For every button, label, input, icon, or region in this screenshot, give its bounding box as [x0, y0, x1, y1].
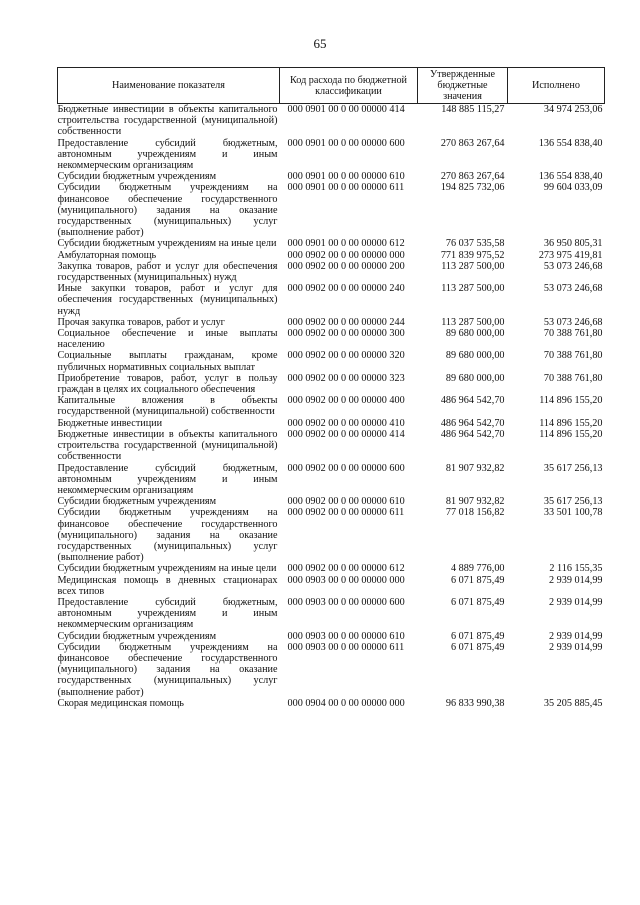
table-row [58, 317, 605, 328]
indicator-name-cell: Субсидии бюджетным учреждениям [57, 171, 217, 183]
table-row [58, 395, 605, 417]
expense-code-cell: 000 0901 00 0 00 00000 610 [287, 171, 405, 183]
header-expense-code: Код расхода по бюджетной классификации [280, 68, 418, 104]
table-row [58, 575, 605, 597]
table-row [58, 138, 605, 172]
approved-value-cell: 486 964 542,70 [440, 395, 505, 407]
approved-value-cell: 6 071 875,49 [451, 641, 505, 653]
indicator-name-cell: Субсидии бюджетным учреждениям на финансовое обеспечение государственного (муниципального) задания на оказание государственных (муниципальных) услуг (выполнение работ) [57, 182, 278, 239]
table-row [58, 496, 605, 507]
expense-code-cell: 000 0902 00 0 00 00000 320 [287, 350, 405, 362]
executed-value-cell: 99 604 033,09 [543, 182, 603, 194]
approved-value-cell: 486 964 542,70 [440, 417, 505, 429]
header-row [58, 68, 605, 104]
table-row [58, 463, 605, 497]
indicator-name-cell: Амбулаторная помощь [57, 249, 157, 261]
approved-value-cell: 194 825 732,06 [440, 182, 505, 194]
approved-value-cell: 89 680 000,00 [445, 328, 505, 340]
executed-value-cell: 114 896 155,20 [539, 428, 603, 440]
expense-code-cell: 000 0901 00 0 00 00000 612 [287, 238, 405, 250]
indicator-name-cell: Субсидии бюджетным учреждениям [57, 496, 217, 508]
indicator-name-cell: Предоставление субсидий бюджетным, автономным учреждениям и иным некоммерческим организациям [57, 137, 278, 172]
executed-value-cell: 273 975 419,81 [538, 249, 603, 261]
executed-value-cell: 70 388 761,80 [543, 328, 603, 340]
indicator-name-cell: Бюджетные инвестиции [57, 417, 163, 429]
expense-code-cell: 000 0903 00 0 00 00000 610 [287, 630, 405, 642]
executed-value-cell: 35 617 256,13 [543, 462, 603, 474]
table-row [58, 283, 605, 317]
executed-value-cell: 136 554 838,40 [538, 137, 603, 149]
expense-code-cell: 000 0902 00 0 00 00000 323 [287, 372, 405, 384]
approved-value-cell: 6 071 875,49 [451, 630, 505, 642]
indicator-name-cell: Субсидии бюджетным учреждениям на иные цели [57, 563, 277, 575]
executed-value-cell: 70 388 761,80 [543, 372, 603, 384]
executed-value-cell: 2 116 155,35 [549, 563, 603, 575]
approved-value-cell: 81 907 932,82 [445, 496, 505, 508]
executed-value-cell: 34 974 253,06 [543, 104, 603, 115]
expense-code-cell: 000 0901 00 0 00 00000 414 [287, 104, 405, 115]
table-row [58, 350, 605, 372]
indicator-name-cell: Прочая закупка товаров, работ и услуг [57, 316, 225, 328]
executed-value-cell: 2 939 014,99 [549, 641, 603, 653]
header-approved-values: Утвержденные бюджетные значения [418, 68, 508, 104]
expense-code-cell: 000 0902 00 0 00 00000 600 [287, 462, 405, 474]
expense-code-cell: 000 0902 00 0 00 00000 200 [287, 260, 405, 272]
table-row [58, 631, 605, 642]
indicator-name-cell: Приобретение товаров, работ, услуг в пользу граждан в целях их социального обеспечения [57, 372, 278, 396]
executed-value-cell: 53 073 246,68 [543, 260, 603, 272]
indicator-name-cell: Социальное обеспечение и иные выплаты населению [57, 328, 278, 351]
approved-value-cell: 113 287 500,00 [441, 316, 505, 328]
indicator-name-cell: Предоставление субсидий бюджетным, автономным учреждениям и иным некоммерческим организациям [57, 596, 278, 631]
executed-value-cell: 35 617 256,13 [543, 496, 603, 508]
approved-value-cell: 89 680 000,00 [445, 350, 505, 362]
expense-code-cell: 000 0903 00 0 00 00000 000 [287, 574, 405, 586]
approved-value-cell: 89 680 000,00 [445, 372, 505, 384]
approved-value-cell: 6 071 875,49 [451, 574, 505, 586]
expense-code-cell: 000 0901 00 0 00 00000 611 [287, 182, 405, 194]
approved-value-cell: 96 833 990,38 [445, 697, 505, 709]
expense-code-cell: 000 0901 00 0 00 00000 600 [287, 137, 405, 149]
expense-code-cell: 000 0903 00 0 00 00000 600 [287, 596, 405, 608]
table-row [58, 698, 605, 709]
approved-value-cell: 148 885 115,27 [441, 104, 505, 115]
table-row [58, 373, 605, 395]
executed-value-cell: 136 554 838,40 [538, 171, 603, 183]
approved-value-cell: 270 863 267,64 [440, 171, 505, 183]
executed-value-cell: 2 939 014,99 [549, 596, 603, 608]
table-row [58, 328, 605, 350]
table-row [58, 507, 605, 563]
table-row [58, 563, 605, 574]
approved-value-cell: 270 863 267,64 [440, 137, 505, 149]
approved-value-cell: 486 964 542,70 [440, 428, 505, 440]
expense-code-cell: 000 0902 00 0 00 00000 240 [287, 283, 405, 295]
indicator-name-cell: Бюджетные инвестиции в объекты капитального строительства государственной (муниципальной) собственности [57, 428, 278, 463]
expense-code-cell: 000 0902 00 0 00 00000 300 [287, 328, 405, 340]
indicator-name-cell: Субсидии бюджетным учреждениям [57, 630, 217, 642]
executed-value-cell: 2 939 014,99 [549, 630, 603, 642]
approved-value-cell: 6 071 875,49 [451, 596, 505, 608]
executed-value-cell: 36 950 805,31 [543, 238, 603, 250]
indicator-name-cell: Медицинская помощь в дневных стационарах всех типов [57, 574, 278, 597]
header-executed: Исполнено [508, 68, 605, 104]
executed-value-cell: 53 073 246,68 [543, 316, 603, 328]
expense-code-cell: 000 0902 00 0 00 00000 244 [287, 316, 405, 328]
approved-value-cell: 113 287 500,00 [441, 283, 505, 295]
approved-value-cell: 4 889 776,00 [451, 563, 505, 575]
indicator-name-cell: Субсидии бюджетным учреждениям на иные цели [57, 238, 277, 250]
expense-code-cell: 000 0903 00 0 00 00000 611 [287, 641, 405, 653]
table-row [58, 597, 605, 631]
executed-value-cell: 114 896 155,20 [539, 395, 603, 407]
table-row [58, 238, 605, 249]
indicator-name-cell: Предоставление субсидий бюджетным, автономным учреждениям и иным некоммерческим организациям [57, 462, 278, 496]
table-row [58, 171, 605, 182]
table-row [58, 250, 605, 261]
page-number: 65 [313, 36, 327, 51]
indicator-name-cell: Скорая медицинская помощь [57, 697, 184, 709]
expense-code-cell: 000 0902 00 0 00 00000 610 [287, 496, 405, 508]
approved-value-cell: 76 037 535,58 [445, 238, 505, 250]
executed-value-cell: 70 388 761,80 [543, 350, 603, 362]
indicator-name-cell: Капитальные вложения в объекты государственной (муниципальной) собственности [57, 395, 278, 418]
indicator-name-cell: Социальные выплаты гражданам, кроме публичных нормативных социальных выплат [57, 350, 278, 373]
budget-execution-table [57, 67, 605, 709]
table-row [58, 104, 605, 138]
expense-code-cell: 000 0902 00 0 00 00000 400 [287, 395, 405, 407]
indicator-name-cell: Бюджетные инвестиции в объекты капитального строительства государственной (муниципальной) собственности [57, 104, 278, 138]
table-row [58, 642, 605, 698]
header-indicator-name: Наименование показателя [58, 68, 280, 104]
executed-value-cell: 33 501 100,78 [543, 507, 603, 519]
expense-code-cell: 000 0902 00 0 00 00000 414 [287, 428, 405, 440]
table-row [58, 418, 605, 429]
approved-value-cell: 771 839 975,52 [440, 249, 505, 261]
expense-code-cell: 000 0902 00 0 00 00000 000 [287, 249, 405, 261]
indicator-name-cell: Субсидии бюджетным учреждениям на финансовое обеспечение государственного (муниципального) задания на оказание государственных (муниципальных) услуг (выполнение работ) [57, 507, 278, 564]
executed-value-cell: 53 073 246,68 [543, 283, 603, 295]
executed-value-cell: 35 205 885,45 [543, 697, 603, 709]
table-row [58, 182, 605, 238]
expense-code-cell: 000 0904 00 0 00 00000 000 [287, 697, 405, 709]
expense-code-cell: 000 0902 00 0 00 00000 611 [287, 507, 405, 519]
expense-code-cell: 000 0902 00 0 00 00000 410 [287, 417, 405, 429]
approved-value-cell: 113 287 500,00 [441, 260, 505, 272]
table-body [58, 104, 605, 709]
table-row [58, 429, 605, 463]
executed-value-cell: 2 939 014,99 [549, 574, 603, 586]
approved-value-cell: 77 018 156,82 [445, 507, 505, 519]
indicator-name-cell: Иные закупки товаров, работ и услуг для обеспечения государственных (муниципальных) нужд [57, 283, 278, 317]
table-header [58, 68, 605, 104]
executed-value-cell: 114 896 155,20 [539, 417, 603, 429]
table-row [58, 261, 605, 283]
indicator-name-cell: Закупка товаров, работ и услуг для обеспечения государственных (муниципальных) нужд [57, 260, 278, 284]
expense-code-cell: 000 0902 00 0 00 00000 612 [287, 563, 405, 575]
approved-value-cell: 81 907 932,82 [445, 462, 505, 474]
indicator-name-cell: Субсидии бюджетным учреждениям на финансовое обеспечение государственного (муниципального) задания на оказание государственных (муниципальных) услуг (выполнение работ) [57, 641, 278, 698]
